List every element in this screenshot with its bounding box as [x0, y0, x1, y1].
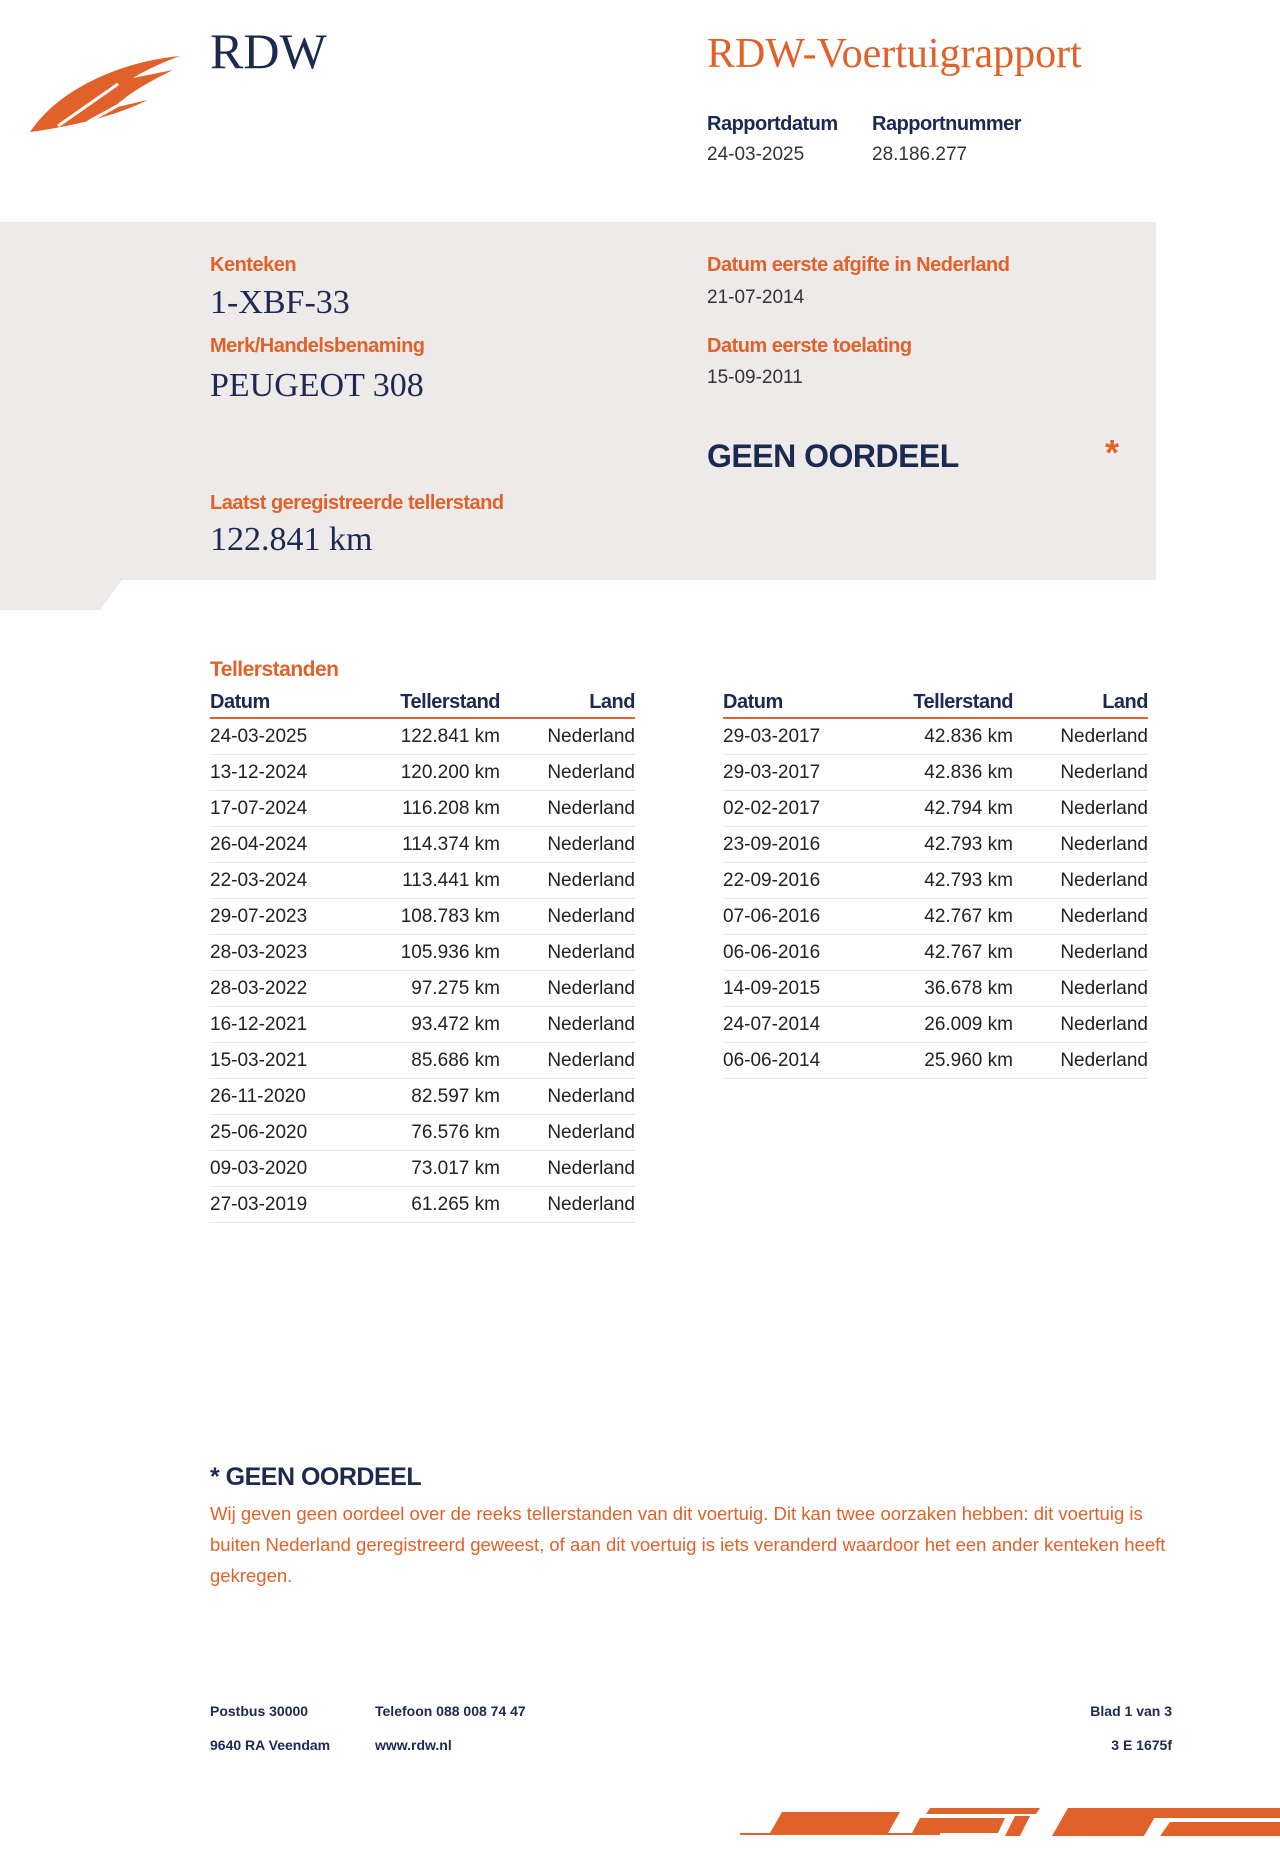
verdict-footnote-mark: * — [1105, 432, 1120, 473]
table-row — [723, 718, 1148, 755]
cell-reading: 108.783 km — [360, 899, 500, 935]
table-row — [210, 827, 635, 863]
rdw-wing-logo-icon — [28, 50, 188, 140]
table-row — [723, 971, 1148, 1007]
cell-country: Nederland — [500, 935, 635, 971]
vehicle-summary-panel — [0, 222, 1156, 610]
last-reading-label: Laatst geregistreerde tellerstand — [210, 492, 504, 514]
cell-country: Nederland — [500, 1115, 635, 1151]
cell-reading: 42.767 km — [873, 899, 1013, 935]
cell-date: 16-12-2021 — [210, 1007, 360, 1043]
cell-reading: 97.275 km — [360, 971, 500, 1007]
cell-country: Nederland — [1013, 1043, 1148, 1079]
cell-country: Nederland — [500, 791, 635, 827]
cell-country: Nederland — [500, 755, 635, 791]
table-header-row — [723, 687, 1148, 718]
table-row — [210, 718, 635, 755]
cell-country: Nederland — [500, 971, 635, 1007]
cell-reading: 105.936 km — [360, 935, 500, 971]
cell-date: 14-09-2015 — [723, 971, 873, 1007]
plate-value: 1-XBF-33 — [210, 284, 350, 321]
cell-reading: 26.009 km — [873, 1007, 1013, 1043]
org-name: RDW — [210, 23, 327, 79]
table-row — [723, 755, 1148, 791]
cell-date: 27-03-2019 — [210, 1187, 360, 1223]
cell-date: 15-03-2021 — [210, 1043, 360, 1079]
table-row — [723, 935, 1148, 971]
cell-country: Nederland — [1013, 899, 1148, 935]
decorative-stripes-icon — [740, 1800, 1280, 1840]
table-row — [723, 1043, 1148, 1079]
cell-reading: 42.793 km — [873, 827, 1013, 863]
readings-table-left — [210, 687, 635, 1223]
table-header-row — [210, 687, 635, 718]
cell-reading: 113.441 km — [360, 863, 500, 899]
table-row — [210, 899, 635, 935]
table-row — [210, 935, 635, 971]
cell-date: 29-07-2023 — [210, 899, 360, 935]
cell-date: 24-03-2025 — [210, 718, 360, 755]
cell-country: Nederland — [1013, 791, 1148, 827]
cell-date: 13-12-2024 — [210, 755, 360, 791]
table-row — [210, 755, 635, 791]
cell-reading: 93.472 km — [360, 1007, 500, 1043]
cell-reading: 120.200 km — [360, 755, 500, 791]
column-header-country: Land — [1013, 687, 1148, 718]
cell-country: Nederland — [500, 827, 635, 863]
footer-page-number: Blad 1 van 3 — [1090, 1703, 1172, 1719]
table-row — [210, 1043, 635, 1079]
cell-date: 17-07-2024 — [210, 791, 360, 827]
cell-date: 24-07-2014 — [723, 1007, 873, 1043]
column-header-country: Land — [500, 687, 635, 718]
cell-reading: 114.374 km — [360, 827, 500, 863]
cell-reading: 85.686 km — [360, 1043, 500, 1079]
cell-date: 29-03-2017 — [723, 718, 873, 755]
cell-country: Nederland — [500, 1151, 635, 1187]
first-nl-label: Datum eerste afgifte in Nederland — [707, 254, 1010, 276]
note-text: Wij geven geen oordeel over de reeks tellerstanden van dit voertuig. Dit kan twee oorzaken hebben: dit voertuig is buiten Nederland geregistreerd geweest, of aan dit voertuig is iets veranderd waardoor het een ander kenteken heeft gekregen. — [210, 1503, 1166, 1586]
first-nl-value: 21-07-2014 — [707, 287, 805, 308]
column-header-reading: Tellerstand — [873, 687, 1013, 718]
table-row — [210, 1151, 635, 1187]
cell-reading: 42.794 km — [873, 791, 1013, 827]
cell-country: Nederland — [1013, 755, 1148, 791]
table-row — [723, 899, 1148, 935]
cell-date: 26-04-2024 — [210, 827, 360, 863]
cell-country: Nederland — [1013, 971, 1148, 1007]
cell-date: 07-06-2016 — [723, 899, 873, 935]
cell-reading: 42.836 km — [873, 718, 1013, 755]
table-row — [210, 1007, 635, 1043]
table-row — [210, 1079, 635, 1115]
cell-reading: 42.767 km — [873, 935, 1013, 971]
cell-date: 26-11-2020 — [210, 1079, 360, 1115]
cell-reading: 76.576 km — [360, 1115, 500, 1151]
cell-country: Nederland — [500, 1187, 635, 1223]
table-row — [210, 1187, 635, 1223]
column-header-date: Datum — [723, 687, 873, 718]
cell-reading: 116.208 km — [360, 791, 500, 827]
last-reading-value: 122.841 km — [210, 521, 373, 558]
cell-date: 23-09-2016 — [723, 827, 873, 863]
cell-country: Nederland — [1013, 827, 1148, 863]
readings-title: Tellerstanden — [210, 658, 339, 681]
cell-reading: 42.836 km — [873, 755, 1013, 791]
cell-date: 09-03-2020 — [210, 1151, 360, 1187]
make-label: Merk/Handelsbenaming — [210, 335, 425, 357]
cell-reading: 36.678 km — [873, 971, 1013, 1007]
cell-date: 29-03-2017 — [723, 755, 873, 791]
cell-date: 25-06-2020 — [210, 1115, 360, 1151]
report-title: RDW-Voertuigrapport — [707, 31, 1082, 77]
cell-reading: 42.793 km — [873, 863, 1013, 899]
cell-reading: 73.017 km — [360, 1151, 500, 1187]
report-date: 24-03-2025 — [707, 144, 805, 165]
verdict: GEEN OORDEEL — [707, 438, 959, 474]
report-number: 28.186.277 — [872, 144, 968, 165]
table-row — [210, 1115, 635, 1151]
cell-reading: 25.960 km — [873, 1043, 1013, 1079]
footer-phone: Telefoon 088 008 74 47 — [375, 1703, 526, 1719]
footer-document-code: 3 E 1675f — [1111, 1737, 1172, 1753]
table-row — [723, 827, 1148, 863]
cell-date: 28-03-2023 — [210, 935, 360, 971]
report-number-label: Rapportnummer — [872, 113, 1022, 135]
cell-country: Nederland — [500, 1043, 635, 1079]
footer-address: 9640 RA Veendam — [210, 1737, 331, 1753]
cell-country: Nederland — [500, 863, 635, 899]
cell-date: 22-09-2016 — [723, 863, 873, 899]
cell-reading: 61.265 km — [360, 1187, 500, 1223]
make-value: PEUGEOT 308 — [210, 367, 424, 404]
column-header-date: Datum — [210, 687, 360, 718]
column-header-reading: Tellerstand — [360, 687, 500, 718]
plate-label: Kenteken — [210, 254, 297, 276]
first-admission-label: Datum eerste toelating — [707, 335, 912, 357]
cell-country: Nederland — [500, 718, 635, 755]
cell-country: Nederland — [500, 1007, 635, 1043]
cell-country: Nederland — [1013, 863, 1148, 899]
cell-date: 06-06-2016 — [723, 935, 873, 971]
footer-website-link[interactable]: www.rdw.nl — [375, 1737, 452, 1753]
cell-country: Nederland — [500, 899, 635, 935]
first-admission-value: 15-09-2011 — [707, 367, 803, 388]
cell-date: 22-03-2024 — [210, 863, 360, 899]
report-date-label: Rapportdatum — [707, 113, 838, 135]
cell-date: 02-02-2017 — [723, 791, 873, 827]
table-row — [723, 1007, 1148, 1043]
table-row — [210, 971, 635, 1007]
cell-country: Nederland — [1013, 1007, 1148, 1043]
readings-table-right — [723, 687, 1148, 1079]
table-row — [723, 863, 1148, 899]
cell-country: Nederland — [500, 1079, 635, 1115]
cell-date: 28-03-2022 — [210, 971, 360, 1007]
table-row — [210, 863, 635, 899]
cell-reading: 82.597 km — [360, 1079, 500, 1115]
cell-country: Nederland — [1013, 718, 1148, 755]
cell-reading: 122.841 km — [360, 718, 500, 755]
cell-country: Nederland — [1013, 935, 1148, 971]
note-title: * GEEN OORDEEL — [210, 1463, 422, 1491]
table-row — [210, 791, 635, 827]
table-row — [723, 791, 1148, 827]
footer-postbus: Postbus 30000 — [210, 1703, 309, 1719]
cell-date: 06-06-2014 — [723, 1043, 873, 1079]
